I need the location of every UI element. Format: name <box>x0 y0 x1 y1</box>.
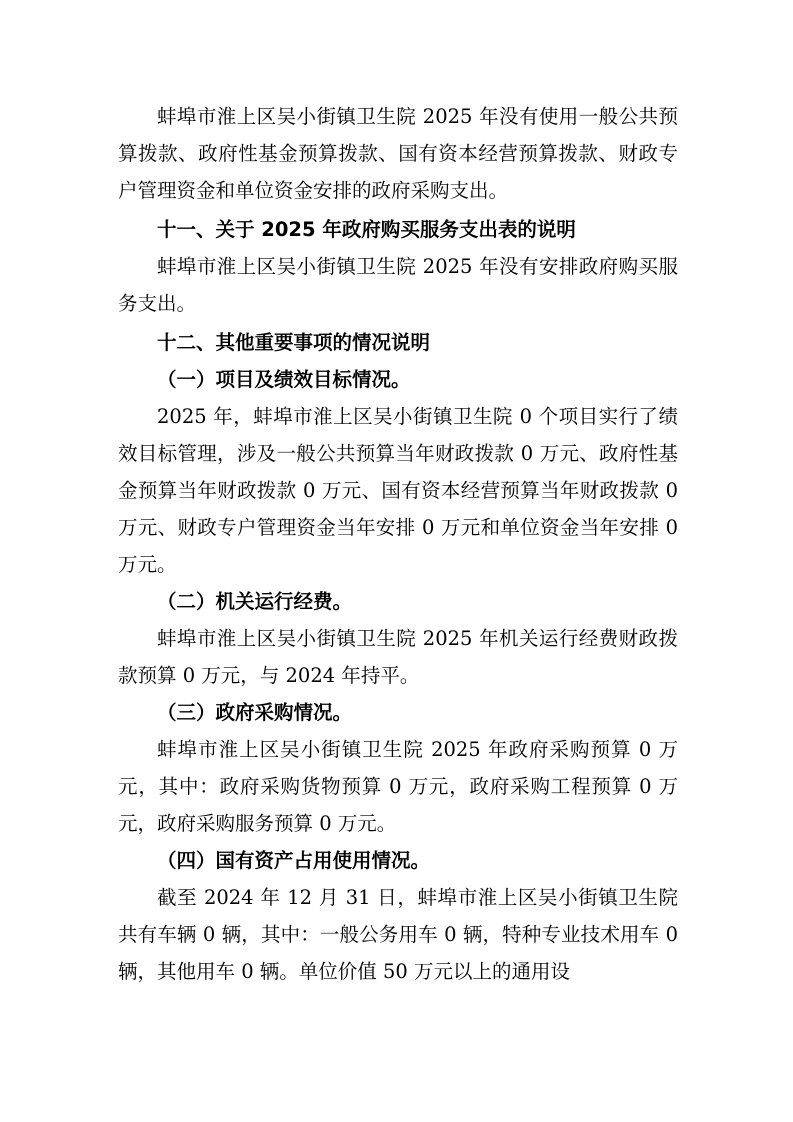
paragraph-state-assets: 截至 2024 年 12 月 31 日，蚌埠市淮上区吴小街镇卫生院共有车辆 0 辆，其中：一般公务用车 0 辆，特种专业技术用车 0 辆，其他用车 0 辆。单位价值 50 万元以上的通用设 <box>118 886 678 983</box>
document-page <box>118 98 678 990</box>
heading-state-assets: （四）国有资产占用使用情况。 <box>157 849 431 872</box>
heading-section-12: 十二、其他重要事项的情况说明 <box>157 331 431 354</box>
heading-projects-performance: （一）项目及绩效目标情况。 <box>157 368 411 391</box>
paragraph-operating-expenses: 蚌埠市淮上区吴小街镇卫生院 2025 年机关运行经费财政拨款预算 0 万元，与 2024 年持平。 <box>118 627 678 687</box>
heading-operating-expenses: （二）机关运行经费。 <box>157 590 353 613</box>
paragraph-government-procurement: 蚌埠市淮上区吴小街镇卫生院 2025 年政府采购预算 0 万元，其中：政府采购货物预算 0 万元，政府采购工程预算 0 万元，政府采购服务预算 0 万元。 <box>118 738 678 835</box>
heading-government-procurement: （三）政府采购情况。 <box>157 701 353 724</box>
heading-section-11: 十一、关于 2025 年政府购买服务支出表的说明 <box>157 218 576 241</box>
paragraph-projects-performance: 2025 年，蚌埠市淮上区吴小街镇卫生院 0 个项目实行了绩效目标管理，涉及一般公共预算当年财政拨款 0 万元、政府性基金预算当年财政拨款 0 万元、国有资本经营预算当年财政拨款 0 万元、财政专户管理资金当年安排 0 万元和单位资金当年安排 0 万元。 <box>118 405 678 576</box>
paragraph-procurement-none: 蚌埠市淮上区吴小街镇卫生院 2025 年没有使用一般公共预算拨款、政府性基金预算拨款、国有资本经营预算拨款、财政专户管理资金和单位资金安排的政府采购支出。 <box>118 105 678 202</box>
paragraph-service-purchase: 蚌埠市淮上区吴小街镇卫生院 2025 年没有安排政府购买服务支出。 <box>118 255 678 315</box>
